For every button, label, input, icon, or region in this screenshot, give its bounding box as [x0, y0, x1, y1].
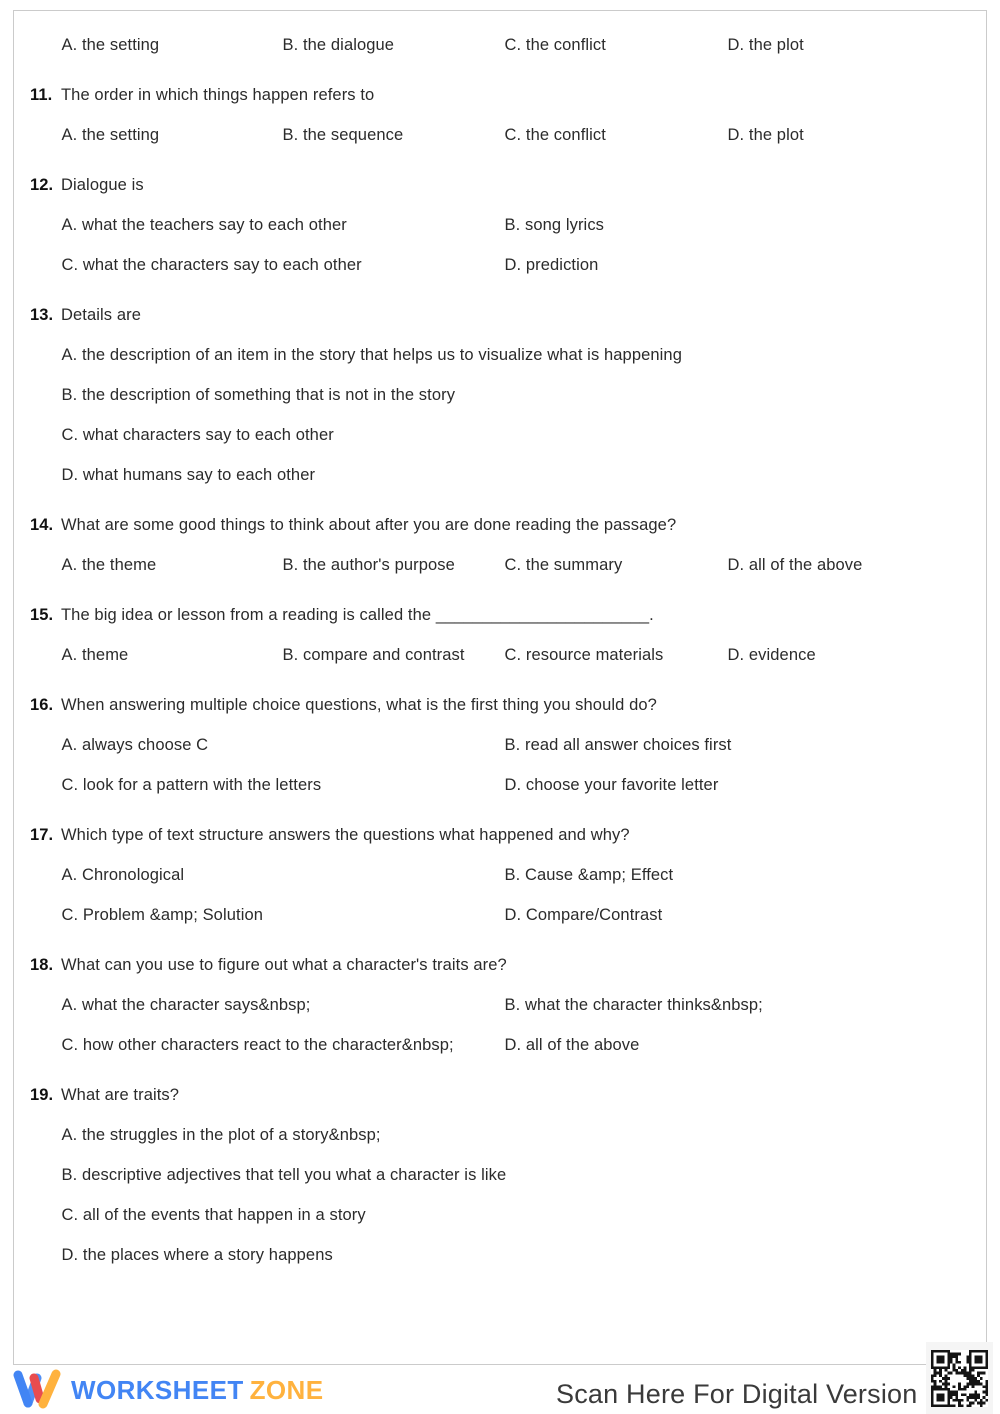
question-number: 17. — [30, 825, 54, 844]
options-group — [62, 855, 969, 935]
option-label: B. compare and contrast — [282, 645, 465, 664]
question-row — [30, 815, 968, 855]
option-label: D. prediction — [504, 255, 599, 274]
option-label: A. the description of an item in the story that helps us to visualize what is happening — [61, 345, 682, 364]
option-label: C. all of the events that happen in a story — [61, 1205, 366, 1224]
option-label: A. what the teachers say to each other — [61, 215, 347, 234]
option-label: B. read all answer choices first — [504, 735, 732, 754]
options-group — [62, 985, 969, 1065]
option-label: A. what the character says&nbsp; — [61, 995, 311, 1014]
worksheet-page — [13, 10, 987, 1365]
question-row — [30, 505, 968, 545]
options-group — [62, 25, 969, 65]
option-label: D. the plot — [727, 125, 804, 144]
question-text: Which type of text structure answers the questions what happened and why? — [61, 825, 630, 844]
option-label: B. what the character thinks&nbsp; — [504, 995, 763, 1014]
option-label: D. all of the above — [727, 555, 863, 574]
scan-here-text: Scan Here For Digital Version — [556, 1379, 918, 1409]
question-row — [30, 75, 968, 115]
option-label: B. the author's purpose — [282, 555, 455, 574]
options-group — [62, 635, 969, 675]
question-text: When answering multiple choice questions, what is the first thing you should do? — [61, 695, 657, 714]
option-label: D. the plot — [727, 35, 804, 54]
question-list — [14, 11, 986, 1275]
option-label: C. look for a pattern with the letters — [61, 775, 322, 794]
question-number: 15. — [30, 605, 54, 624]
option-label: D. what humans say to each other — [61, 465, 316, 484]
question-number: 19. — [30, 1085, 54, 1104]
brand-word-worksheet: WORKSHEET — [71, 1374, 244, 1405]
question-block — [30, 25, 968, 65]
question-text: What can you use to figure out what a character's traits are? — [61, 955, 507, 974]
question-block — [30, 685, 968, 805]
question-row — [30, 165, 968, 205]
question-text: What are traits? — [61, 1085, 180, 1104]
option-label: C. the conflict — [504, 125, 606, 144]
option-label: D. Compare/Contrast — [504, 905, 663, 924]
worksheetzone-w-icon — [12, 1367, 62, 1413]
option-label: D. the places where a story happens — [61, 1245, 333, 1264]
option-label: B. the description of something that is not in the story — [61, 385, 456, 404]
question-text: What are some good things to think about after you are done reading the passage? — [61, 515, 677, 534]
option-label: A. the setting — [61, 125, 160, 144]
option-label: B. song lyrics — [504, 215, 605, 234]
question-block — [30, 945, 968, 1065]
question-number: 13. — [30, 305, 54, 324]
question-row — [30, 595, 968, 635]
option-label: A. the setting — [61, 35, 160, 54]
question-number: 12. — [30, 175, 54, 194]
options-group — [62, 115, 969, 155]
options-group — [62, 545, 969, 585]
question-text: Dialogue is — [61, 175, 144, 194]
question-block — [30, 815, 968, 935]
question-block — [30, 505, 968, 585]
option-label: B. Cause &amp; Effect — [504, 865, 674, 884]
option-label: C. what characters say to each other — [61, 425, 334, 444]
options-group — [62, 725, 969, 805]
question-block — [30, 75, 968, 155]
options-group — [62, 335, 969, 495]
question-block — [30, 165, 968, 285]
options-group — [62, 1115, 969, 1275]
option-label: A. the struggles in the plot of a story&nbsp; — [61, 1125, 381, 1144]
qr-code — [926, 1342, 993, 1414]
option-label: C. the conflict — [504, 35, 606, 54]
brand-word-zone: ZONE — [249, 1374, 324, 1405]
question-number: 11. — [30, 85, 53, 104]
question-block — [30, 295, 968, 495]
question-row — [30, 1075, 968, 1115]
option-label: C. the summary — [504, 555, 623, 574]
question-block — [30, 1075, 968, 1275]
question-number: 16. — [30, 695, 54, 714]
question-row — [30, 945, 968, 985]
option-label: C. Problem &amp; Solution — [61, 905, 264, 924]
option-label: D. all of the above — [504, 1035, 640, 1054]
option-label: A. theme — [61, 645, 129, 664]
option-label: A. Chronological — [61, 865, 185, 884]
options-group — [62, 205, 969, 285]
option-label: C. resource materials — [504, 645, 664, 664]
option-label: B. the sequence — [282, 125, 404, 144]
option-label: C. how other characters react to the character&nbsp; — [61, 1035, 454, 1054]
option-label: D. evidence — [727, 645, 816, 664]
question-text: Details are — [61, 305, 141, 324]
question-number: 14. — [30, 515, 54, 534]
option-label: B. descriptive adjectives that tell you what a character is like — [61, 1165, 507, 1184]
question-text: The order in which things happen refers to — [61, 85, 375, 104]
question-block — [30, 595, 968, 675]
option-label: B. the dialogue — [282, 35, 395, 54]
worksheetzone-logo — [12, 1367, 323, 1413]
option-label: A. the theme — [61, 555, 157, 574]
question-row — [30, 685, 968, 725]
option-label: A. always choose C — [61, 735, 209, 754]
question-number: 18. — [30, 955, 54, 974]
option-label: C. what the characters say to each other — [61, 255, 362, 274]
question-text: The big idea or lesson from a reading is called the _______________________. — [61, 605, 654, 624]
option-label: D. choose your favorite letter — [504, 775, 719, 794]
question-row — [30, 295, 968, 335]
